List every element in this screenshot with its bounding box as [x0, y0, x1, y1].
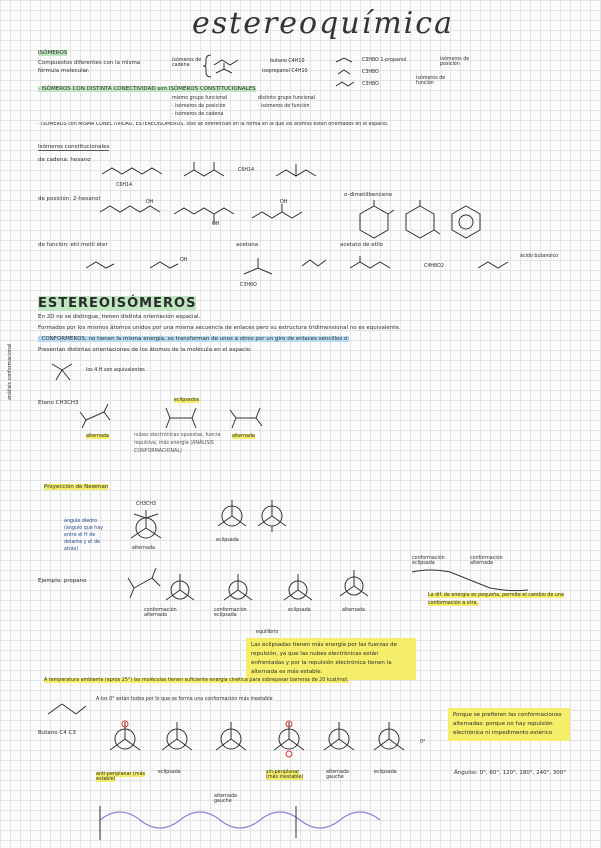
newman-projection-icon [338, 570, 370, 602]
alternada-1: alternada [86, 434, 109, 439]
oh-c: OH [280, 200, 288, 205]
conf-alternada: conformación alternada [144, 608, 177, 618]
isopropanol-text: isopropanol C4H10 [262, 69, 308, 74]
funcion-label: isómeros de función [416, 76, 446, 86]
why-box: Porque se prefieren las conformaciones alternadas: porque no hay repulsión electrónica ni impedimento estérico [448, 708, 570, 741]
newman-eclipsada: eclipsada [216, 538, 239, 543]
ethane-alternate-icon [228, 404, 264, 432]
cadena-label: isómeros de cadena [172, 58, 202, 68]
estereo-l3: · CONFORMEROS: no tienen la misma energía, se transforman de unos a otros por un giro de enlaces sencillos σ. [38, 336, 350, 342]
butano-note: A los 0° están todos por lo que se forma una conformación más inestable [96, 697, 273, 702]
nubes-text: nubes electrónicas opuestas, fuerza repulsiva, más energía (ANÁLISIS CONFORMACIONAL) [134, 433, 221, 454]
butane-skeleton-icon [214, 57, 264, 77]
propanol-skeletons-icon [336, 54, 364, 90]
newman-projection-icon [322, 722, 356, 756]
methylpentane-skeleton-icon [276, 160, 324, 182]
ethane-eclipsed-icon [162, 404, 202, 432]
butano-label: Butano C4 C3 [38, 730, 76, 736]
newman-projection-icon [128, 510, 164, 546]
newman-projection-icon [372, 722, 406, 756]
conectividad-line: · ISÓMEROS CON DISTINTA CONECTIVIDAD son ISÓMEROS CONSTITUCIONALES [38, 86, 256, 92]
misma-conectividad: · ISÓMEROS con MISMA CONECTIVIDAD, ESTEREOISÓMEROS, solo se diferencian en la forma en la que los átomos están orientados en el espacio. [38, 122, 389, 127]
gauche-b: alternada gauche [326, 770, 349, 780]
funcion-eter: de función: etil metil éter [38, 242, 108, 248]
acetone-skeleton-icon [244, 254, 284, 278]
ch3ch3-label: CH3CH3 [136, 502, 157, 507]
ethane-sawhorse-icon [78, 402, 114, 430]
eclipsados-label: eclipsados [174, 398, 200, 403]
graph-alternada: conformación alternada [470, 556, 503, 566]
benzene-ring-icon [448, 204, 484, 240]
conf-eclipsada: conformación eclipsada [214, 608, 247, 618]
newman-projection-icon [160, 722, 194, 756]
posicion-label: isómeros de posición [440, 57, 470, 67]
acetona-label: acetona [236, 242, 259, 248]
methane-wedge-icon [48, 360, 78, 384]
isomeros-label: ISÓMEROS [38, 50, 68, 56]
dimetilbenceno-label: o-dimetilbenceno [344, 192, 393, 198]
hexane-skeleton-icon [102, 164, 166, 178]
estereo-l1: En 2D no se distingue, tienen distinta orientación espacial. [38, 314, 201, 320]
estereo-heading: ESTEREOISÓMEROS [38, 296, 197, 311]
benzene-ring-icon [402, 204, 438, 240]
distinto-grupo: distinto grupo funcional [258, 96, 316, 101]
newman-projection-icon [108, 722, 142, 756]
alkene-ether-skeleton-icon [302, 254, 332, 270]
isomeros-def: Compuestos diferentes con la misma fórmula molecular. [38, 60, 141, 74]
c4h8o2: C4H8O2 [424, 264, 444, 269]
angulo-diedro: ángulo diedro (ángulo que hay entre el H de delante y el de atrás) [64, 519, 104, 552]
butanoic-skeleton-icon [478, 256, 514, 272]
estereo-l4: Presentan distintas orientaciones de los átomos de la molécula en el espacio. [38, 347, 252, 353]
newman-projection-icon [164, 574, 196, 606]
graph-note: La dif. de energía es pequeña, permite el cambio de una conformación a otra. [428, 593, 564, 606]
page-title: estereoquímica [192, 6, 454, 41]
side-label: análisis conformacional [8, 343, 13, 400]
equilibrio-label: equilibrio [256, 630, 279, 635]
estereo-l2: Formados por los mismos átomos unidos por una misma secuencia de enlaces pero su estructura tridimensional no es equivalente. [38, 325, 401, 331]
c3h6o: C3H6O [240, 283, 257, 288]
propanol-2: C3H8O [362, 70, 379, 75]
hexanol-skeleton-icon [100, 202, 164, 216]
newman-alternada: alternada [132, 546, 155, 551]
eclipsada-c: eclipsada [374, 770, 397, 775]
alternada-2: alternada [232, 434, 255, 439]
zero-deg: 0° [420, 740, 426, 745]
acido-label: ácido butanoico [520, 254, 559, 259]
angulos-line: Ángulos: 0°, 60°, 120°, 180°, 240°, 300° [454, 770, 567, 776]
c6h14-a: C6H14 [116, 183, 133, 188]
ether-skeleton-icon [86, 258, 116, 272]
constitucionales-heading: Isómeros constitucionales [38, 144, 110, 150]
butano-text: butano C4H10 [270, 59, 305, 64]
ejemplo-propano: Ejemplo: propano [38, 578, 87, 584]
newman-projection-icon [282, 574, 314, 606]
benzene-ring-icon [356, 204, 392, 240]
newman-projection-icon [272, 722, 306, 756]
graph-eclipsada: conformación eclipsada [412, 556, 445, 566]
temp-note: A temperatura ambiente (aprox 25°) las moléculas tienen suficiente energía cinética para sobrepasar barreras de 20 kcal/mol. [44, 678, 349, 683]
iso-posicion: · isómeros de posición [172, 104, 226, 109]
newman-projection-icon [254, 498, 290, 534]
sin-label: sin-periplanar (más inestable) [266, 770, 304, 780]
hexanol-3-skeleton-icon [174, 204, 240, 228]
oh-a: OH [146, 200, 154, 205]
alternada-3: alternada [342, 608, 365, 613]
gauche-a: alternada gauche [214, 794, 237, 804]
propanol-skeleton-icon [150, 258, 180, 272]
brace-icon [203, 54, 213, 78]
c6h14-b: C6H14 [238, 168, 255, 173]
butane-sawhorse-icon [40, 694, 90, 720]
oh-d: OH [180, 258, 188, 263]
cadena-hexano: de cadena: hexano [38, 157, 91, 163]
eclipsada-note-box: Las eclipsadas tienen más energía por las fuerzas de repulsión, ya que las nubes electrónicas están enfrentadas y por la repulsión electrónica tienen la alternada es más estable. [246, 638, 416, 680]
ester-skeleton-icon [350, 256, 400, 274]
dimethylbutane-skeleton-icon [184, 160, 228, 182]
newman-projection-icon [214, 498, 250, 534]
anti-label: anti-periplanar (más estable) [96, 772, 146, 782]
eclipsada-2: eclipsada [288, 608, 311, 613]
eclipsada-b: eclipsada [158, 770, 181, 775]
newman-projection-icon [214, 722, 248, 756]
iso-cadena: · isómeros de cadena [172, 112, 224, 117]
mismo-grupo: mismo grupo funcional [172, 96, 228, 101]
propane-sawhorse-icon [124, 566, 164, 600]
energy-wave-icon [100, 800, 400, 840]
newman-heading: Proyección de Newman [44, 484, 109, 490]
posicion-hexanol: de posición: 2-hexanol [38, 196, 101, 202]
acetato-label: acetato de etilo [340, 242, 384, 248]
oh-b: OH [212, 222, 220, 227]
etano-label: Etano CH3CH3 [38, 400, 79, 406]
newman-projection-icon [222, 574, 254, 606]
propanol-1: C3H8O 1-propanol [362, 58, 407, 63]
hexanol-4-skeleton-icon [252, 204, 312, 224]
propanol-3: C3H8O [362, 82, 379, 87]
iso-funcion: · isómeros de función [258, 104, 310, 109]
h-equivalentes: los 4 H son equivalentes [86, 368, 145, 373]
